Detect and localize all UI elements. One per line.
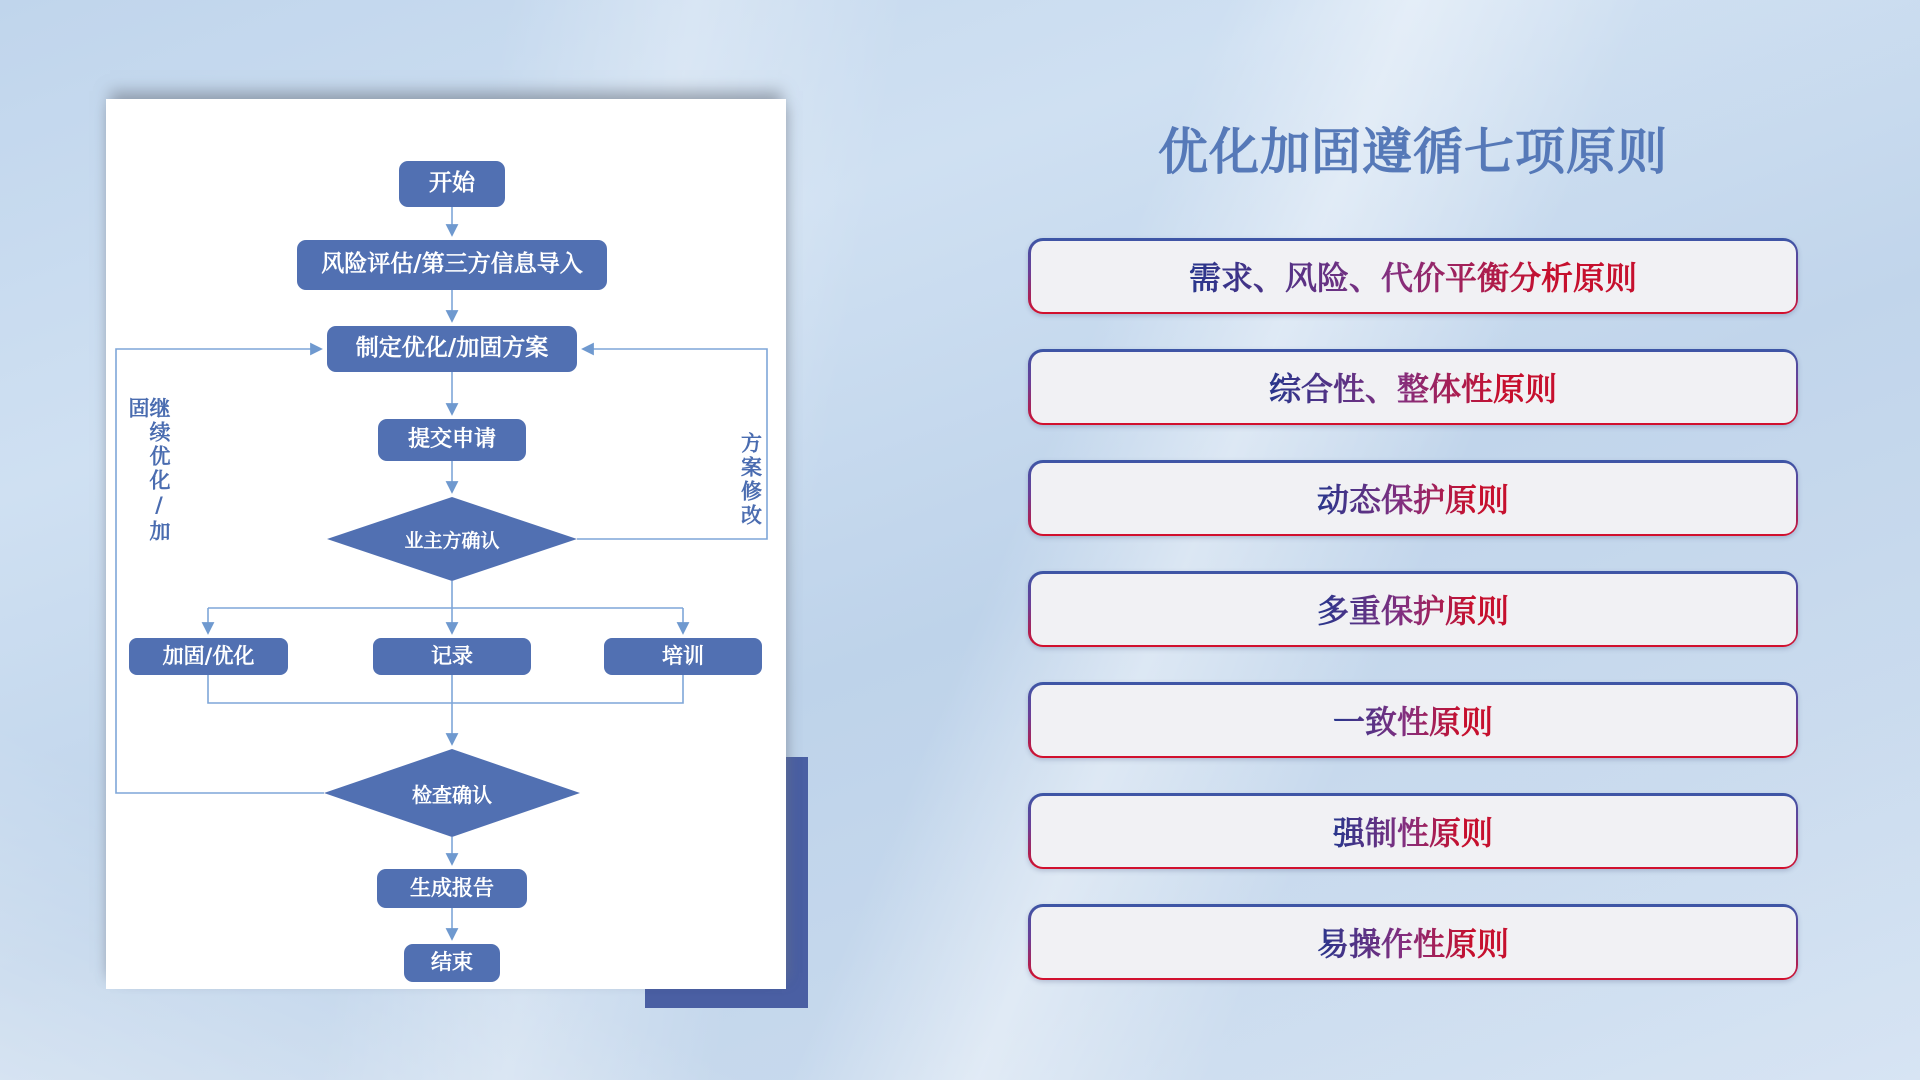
flow-node-report — [377, 869, 527, 908]
flow-node-make-plan — [327, 326, 577, 372]
flow-node-submit-label: 提交申请 — [407, 426, 496, 452]
flow-node-training — [604, 638, 762, 675]
flow-node-end — [404, 944, 500, 982]
flow-node-make-plan-label: 制定优化/加固方案 — [355, 335, 549, 362]
principle-box-1 — [1028, 238, 1798, 314]
flow-node-risk-import — [297, 240, 607, 290]
principle-box-5 — [1028, 682, 1798, 758]
principle-box-5-inner — [1031, 685, 1796, 756]
flow-node-end-label: 结束 — [431, 950, 473, 975]
flow-node-owner-confirm-label: 业主方确认 — [404, 529, 500, 552]
connector-split-line — [208, 581, 683, 608]
flow-node-risk-import-label: 风险评估/第三方信息导入 — [321, 251, 583, 278]
principle-box-6-inner — [1031, 796, 1796, 867]
loop-label-plan-revision — [728, 395, 772, 565]
loop-label-plan-revision-text: 方案修改 — [738, 432, 763, 528]
principle-text-3: 动态保护原则 — [1317, 475, 1509, 521]
flow-node-harden-optimize — [129, 638, 288, 675]
flow-node-submit — [378, 419, 526, 461]
flow-node-record-label: 记录 — [431, 643, 473, 668]
flow-node-harden-optimize-label: 加固/优化 — [162, 643, 255, 668]
principle-text-6: 强制性原则 — [1333, 808, 1493, 854]
principle-box-2-inner — [1031, 352, 1796, 423]
principle-box-6 — [1028, 793, 1798, 869]
flow-node-report-label: 生成报告 — [410, 875, 494, 900]
principle-box-2 — [1028, 349, 1798, 425]
principle-box-4-inner — [1031, 574, 1796, 645]
flow-node-start — [399, 161, 505, 207]
connector-join-line — [208, 675, 683, 703]
flow-node-owner-confirm — [352, 521, 552, 557]
flowchart-card — [106, 99, 786, 989]
flow-node-record — [373, 638, 531, 675]
principle-text-1: 需求、风险、代价平衡分析原则 — [1189, 253, 1637, 299]
principle-box-3 — [1028, 460, 1798, 536]
principle-text-4: 多重保护原则 — [1317, 586, 1509, 632]
principle-text-7: 易操作性原则 — [1317, 919, 1509, 965]
principle-box-7 — [1028, 904, 1798, 980]
loop-label-continue-optimize — [126, 397, 170, 553]
flow-node-check-confirm-label: 检查确认 — [412, 782, 492, 807]
flow-node-start-label: 开始 — [429, 170, 475, 197]
principle-box-3-inner — [1031, 463, 1796, 534]
loop-label-continue-optimize-text: 继续优化/加固 — [126, 397, 171, 544]
principle-box-1-inner — [1031, 241, 1796, 312]
principle-box-7-inner — [1031, 907, 1796, 978]
principle-text-5: 一致性原则 — [1333, 697, 1493, 743]
principle-text-2: 综合性、整体性原则 — [1269, 364, 1557, 410]
flow-node-check-confirm — [352, 775, 552, 811]
flow-node-training-label: 培训 — [662, 643, 704, 668]
panel-title: 优化加固遵循七项原则 — [1158, 123, 1668, 181]
principle-box-4 — [1028, 571, 1798, 647]
